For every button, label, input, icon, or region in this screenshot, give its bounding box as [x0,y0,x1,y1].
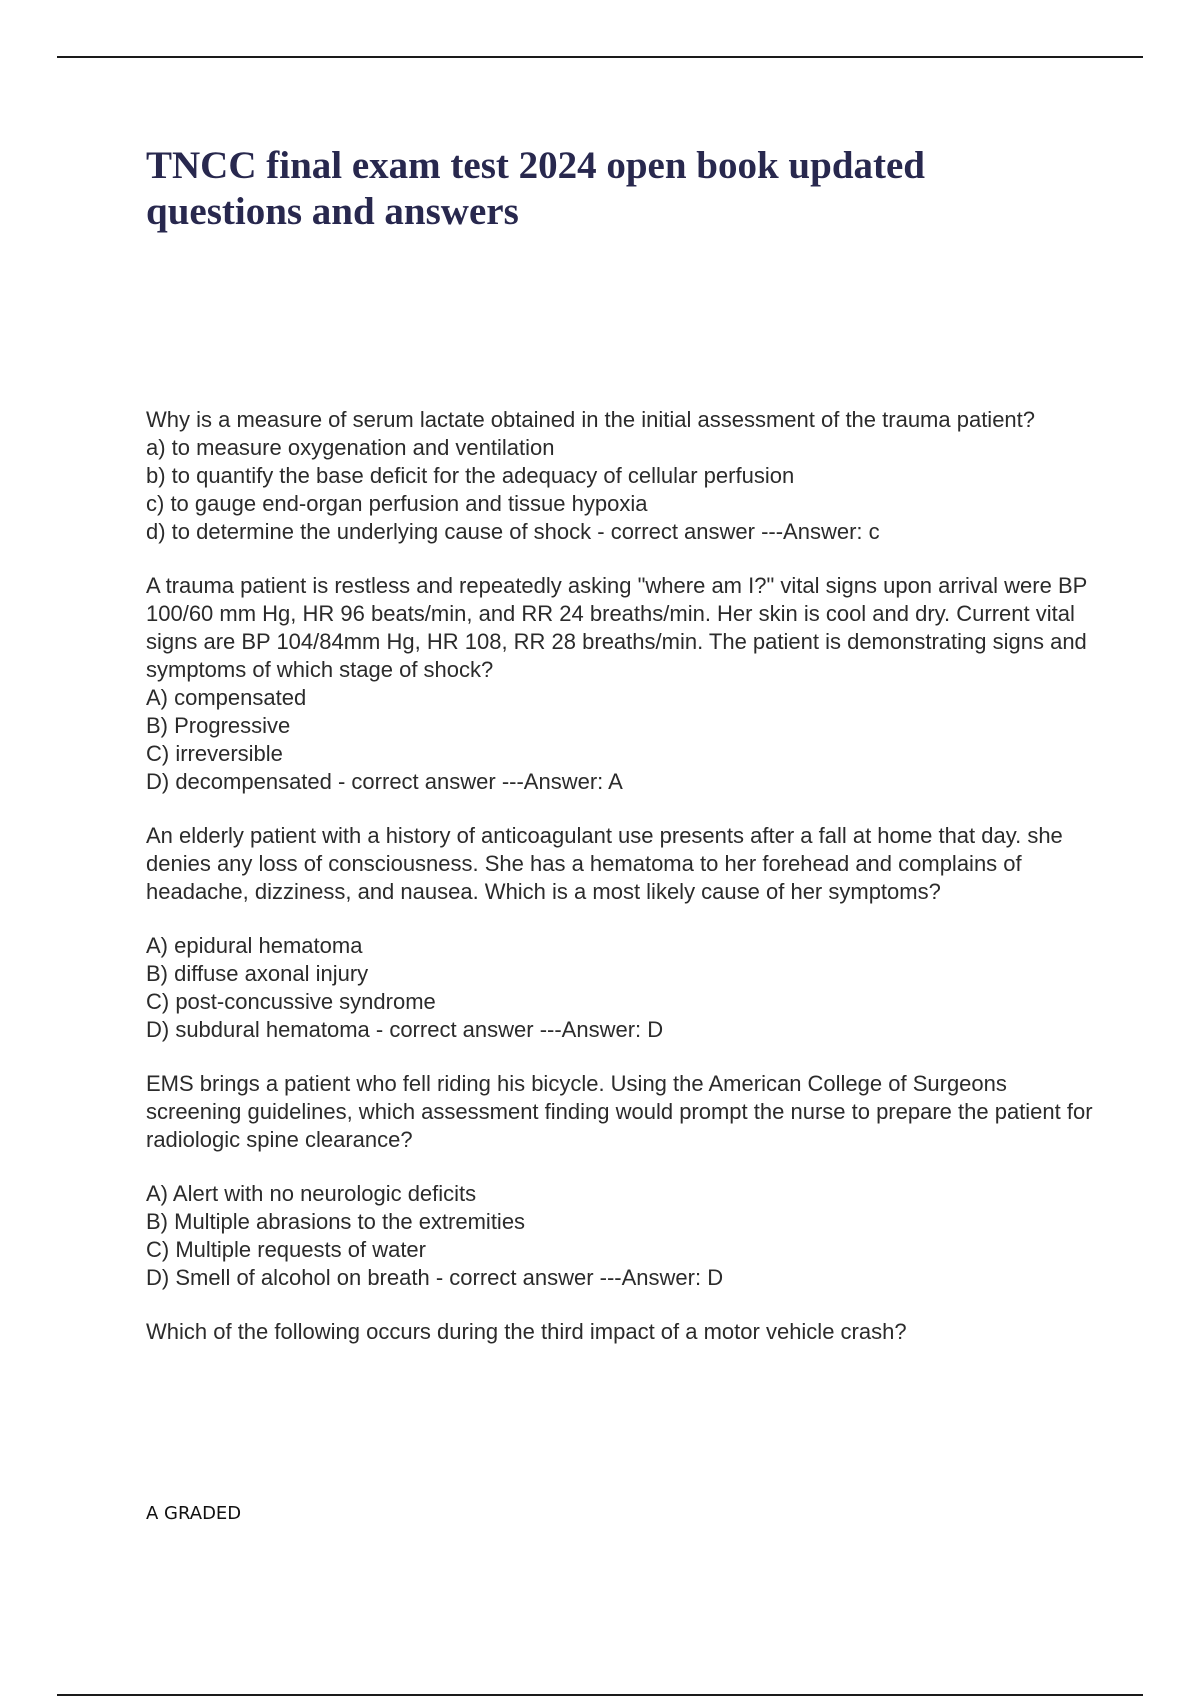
question-5 [146,1318,1096,1346]
question-stem: A trauma patient is restless and repeatedly asking "where am I?" vital signs upon arrival were BP 100/60 mm Hg, HR 96 beats/min, and RR 24 breaths/min. Her skin is cool and dry. Current vital signs are BP 104/84mm Hg, HR 108, RR 28 breaths/min. The patient is demonstrating signs and symptoms of which stage of shock? [146,573,1087,682]
answer-option: a) to measure oxygenation and ventilation [146,435,555,460]
answer-option: C) Multiple requests of water [146,1237,426,1262]
answer-option: C) post-concussive syndrome [146,989,436,1014]
answer-option: A) epidural hematoma [146,933,363,958]
grade-label: A GRADED [146,1503,242,1524]
answer-option: D) subdural hematoma - correct answer ---Answer: D [146,1017,664,1042]
answer-options [146,684,1096,796]
answer-options [146,434,1096,546]
answer-option: B) Multiple abrasions to the extremities [146,1209,526,1234]
question-list [146,406,1096,1372]
question-stem: Which of the following occurs during the third impact of a motor vehicle crash? [146,1319,907,1344]
spacer [146,906,1096,932]
spacer [146,1154,1096,1180]
answer-option: A) compensated [146,685,307,710]
question-stem: Why is a measure of serum lactate obtained in the initial assessment of the trauma patient? [146,407,1036,432]
question-3 [146,822,1096,1044]
question-4 [146,1070,1096,1292]
question-stem: An elderly patient with a history of anticoagulant use presents after a fall at home that day. she denies any loss of consciousness. She has a hematoma to her forehead and complains of headache, dizziness, and nausea. Which is a most likely cause of her symptoms? [146,823,1063,904]
answer-option: c) to gauge end-organ perfusion and tissue hypoxia [146,491,648,516]
top-rule [57,56,1143,58]
answer-option: d) to determine the underlying cause of shock - correct answer ---Answer: c [146,519,880,544]
answer-option: B) Progressive [146,713,291,738]
bottom-rule [57,1694,1143,1696]
answer-option: b) to quantify the base deficit for the adequacy of cellular perfusion [146,463,795,488]
answer-option: B) diffuse axonal injury [146,961,369,986]
question-2 [146,572,1096,796]
question-1 [146,406,1096,546]
answer-option: A) Alert with no neurologic deficits [146,1181,477,1206]
answer-options [146,932,1096,1044]
answer-option: C) irreversible [146,741,283,766]
document-title: TNCC final exam test 2024 open book updated questions and answers [146,144,925,233]
answer-option: D) decompensated - correct answer ---Answer: A [146,769,623,794]
question-stem: EMS brings a patient who fell riding his bicycle. Using the American College of Surgeons screening guidelines, which assessment finding would prompt the nurse to prepare the patient for radiologic spine clearance? [146,1071,1093,1152]
answer-option: D) Smell of alcohol on breath - correct answer ---Answer: D [146,1265,724,1290]
answer-options [146,1180,1096,1292]
